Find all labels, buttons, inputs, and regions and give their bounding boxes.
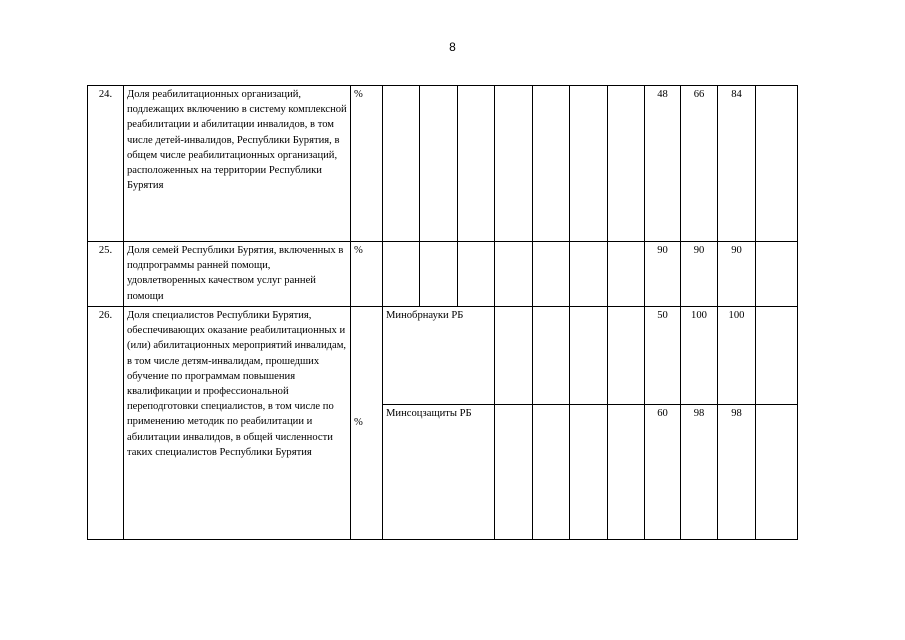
value-cell: 98 — [718, 405, 756, 540]
empty-cell — [533, 405, 570, 540]
empty-cell — [458, 86, 495, 242]
empty-cell — [570, 86, 608, 242]
empty-cell — [420, 86, 458, 242]
empty-cell — [608, 86, 645, 242]
empty-cell — [608, 405, 645, 540]
empty-cell — [495, 86, 533, 242]
empty-cell — [756, 307, 798, 405]
responsible-cell: Минсоцзащиты РБ — [383, 405, 495, 540]
value-cell: 90 — [681, 242, 718, 307]
value-cell: 100 — [681, 307, 718, 405]
empty-cell — [756, 405, 798, 540]
empty-cell — [570, 242, 608, 307]
empty-cell — [533, 307, 570, 405]
empty-cell — [570, 307, 608, 405]
empty-cell — [495, 307, 533, 405]
empty-cell — [383, 86, 420, 242]
indicator-name: Доля семей Республики Бурятия, включенных в подпрограммы ранней помощи, удовлетворенных качеством услуг ранней помощи — [124, 242, 351, 307]
empty-cell — [756, 242, 798, 307]
indicator-name: Доля реабилитационных организаций, подлежащих включению в систему комплексной реабилитации и абилитации инвалидов, в том числе детей-инвалидов, Республики Бурятия, в общем числе реабилитационных организаций, расположенных на территории Республики Бурятия — [124, 86, 351, 242]
value-cell: 66 — [681, 86, 718, 242]
empty-cell — [756, 86, 798, 242]
empty-cell — [570, 405, 608, 540]
empty-cell — [383, 242, 420, 307]
indicator-name: Доля специалистов Республики Бурятия, обеспечивающих оказание реабилитационных и (или) абилитационных мероприятий инвалидам, в том числе детям-инвалидам, прошедших обучение по программам повышения квалификации и профессиональной переподготовки специалистов, в том числе по применению методик по реабилитации и абилитации инвалидов, в общей численности таких специалистов Республики Бурятия — [124, 307, 351, 540]
empty-cell — [420, 242, 458, 307]
empty-cell — [533, 242, 570, 307]
unit-cell: % — [351, 242, 383, 307]
indicators-table — [87, 85, 798, 540]
value-cell: 50 — [645, 307, 681, 405]
value-cell: 60 — [645, 405, 681, 540]
value-cell: 90 — [718, 242, 756, 307]
value-cell: 90 — [645, 242, 681, 307]
table-row — [88, 307, 798, 405]
responsible-cell: Минобрнауки РБ — [383, 307, 495, 405]
row-number: 25. — [88, 242, 124, 307]
unit-cell: % — [351, 307, 383, 540]
value-cell: 98 — [681, 405, 718, 540]
row-number: 24. — [88, 86, 124, 242]
value-cell: 84 — [718, 86, 756, 242]
page-number: 8 — [449, 40, 456, 54]
row-number: 26. — [88, 307, 124, 540]
empty-cell — [495, 405, 533, 540]
value-cell: 100 — [718, 307, 756, 405]
empty-cell — [608, 242, 645, 307]
table-row — [88, 242, 798, 307]
empty-cell — [608, 307, 645, 405]
empty-cell — [458, 242, 495, 307]
table-row — [88, 86, 798, 242]
empty-cell — [495, 242, 533, 307]
unit-cell: % — [351, 86, 383, 242]
value-cell: 48 — [645, 86, 681, 242]
empty-cell — [533, 86, 570, 242]
